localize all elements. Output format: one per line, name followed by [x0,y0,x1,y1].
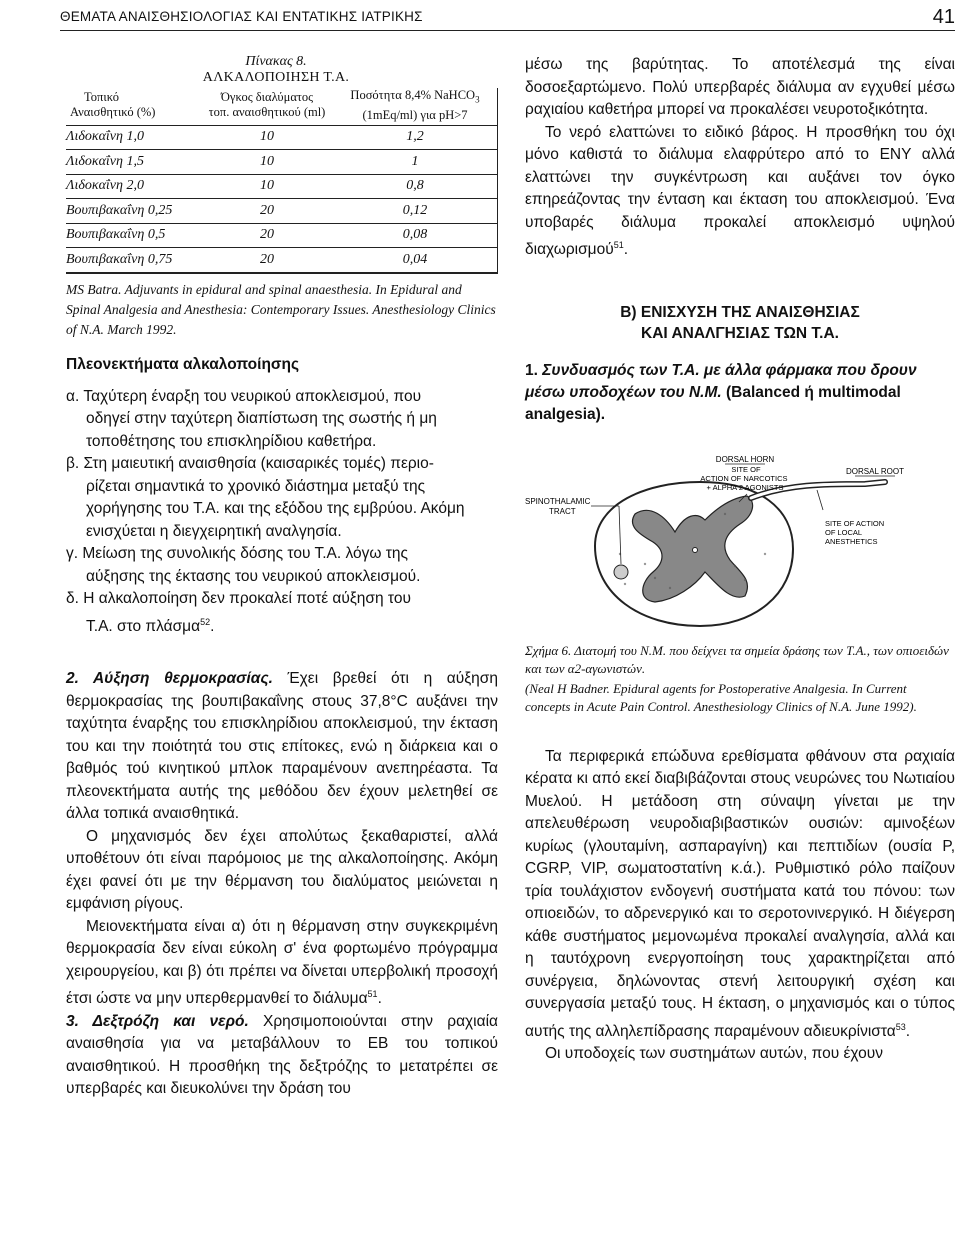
spinal-cord-diagram [525,454,955,634]
section2-paragraph1: 2. Αύξηση θερμοκρασίας. Έχει βρεθεί ότι η αύξηση θερμοκρασίας της βουπιβακαΐνης στους 37,8°C αυξάνει την ταχύτητα έναρξης του επισκληρίδιου αποκλεισμού, την έκταση του και την ποιότητά του στις επίτοκες, ενώ η διάρκεια και ο βαθμός τού κινητικού μπλοκ παραμένουν ανεπηρέαστα. Τα πλεονεκτήματα αυτής της μεθόδου δεν έχουν μελετηθεί σε άλλα τοπικά αναισθητικά. [66,670,498,823]
table-row [66,248,498,273]
cell-volume: 10 [202,125,332,150]
table-row [66,223,498,248]
cell-drug: Βουπιβακαΐνη 0,5 [66,223,202,248]
figure-reference: (Neal H Badner. Epidural agents for Postoperative Analgesia. In Current concepts in Acute Pain Control. Anesthesiology Clinics of N.A. June 1992). [525,680,917,714]
cell-volume: 10 [202,150,332,175]
cell-amount: 0,12 [332,199,498,224]
advantage-item: δ. Η αλκαλοποίηση δεν προκαλεί ποτέ αύξηση του Τ.Α. στο πλάσμα$^{52}$. [66,590,411,635]
section3-paragraph: 3. Δεξτρόζη και νερό. Χρησιμοποιούνται στην ραχιαία αναισθησία για να μεταβάλλουν το ΕΒ του τοπικού αναισθητικού. Η προσθήκη της δεξτρόζης το μετατρέπει σε υπερβαρές και διευκολύνει την δράση του [66,1012,498,1098]
gravity-paragraph: μέσω της βαρύτητας. Το αποτέλεσμά της είναι δοσοεξαρτώμενο. Πολύ υπερβαρές διάλυμα αν εγχυθεί μέσω ραχιαίου καθετήρα μπορεί να προκαλέσει νευροτοξικότητα. [525,56,955,118]
right-column [525,54,955,1066]
item-letter: β. [66,455,80,472]
item-letter: γ. [66,545,79,562]
cell-drug: Λιδοκαΐνη 1,5 [66,150,202,175]
advantage-item: γ. Μείωση της συνολικής δόσης του Τ.Α. λόγω της αύξησης της έκτασης του νευρικού αποκλεισμού. [66,545,421,585]
water-paragraph: Το νερό ελαττώνει το ειδικό βάρος. Η προσθήκη του όχι μόνο καθιστά το διάλυμα ελαφρύτερο από το ΕΝΥ αλλά ελαττώνει την συγκέντρωση και αυξάνει τον όγκο επηρεάζοντας την ένταση και έκταση του αποκλεισμού. Ένα υποβαρές διάλυμα προκαλεί αποκλεισμό υψηλού διαχωρισμού$^{51}$. [525,123,955,259]
cell-amount: 0,8 [332,174,498,199]
spinothalamic-marker [614,565,628,579]
col-header-volume: Όγκος διαλύματος τοπ. αναισθητικού (ml) [202,88,332,125]
receptors-paragraph: Οι υποδοχείς των συστημάτων αυτών, που έχουν [545,1045,884,1063]
section2-paragraph3: Μειονεκτήματα είναι α) ότι η θέρμανση στην συγκεκριμένη θερμοκρασία δεν είναι εύκολη σ' ένα φορτωμένο πρόγραμμα χειρουργείου, και β) ότι πρέπει να δίνεται υπερβολική προσοχή έτσι ώστε να μην υπερθερμανθεί το διάλυμα$^{51}$. [66,917,498,1008]
advantage-item: β. Στη μαιευτική αναισθησία (καισαρικές τομές) περιο- ρίζεται σημαντικά το χρονικό διάστημα μεταξύ της χορήγησης του Τ.Α. και της εξόδου της εμβρύου. Ακόμη ενισχύεται η διεγχειρητική αναλγησία. [66,455,465,540]
item-letter: α. [66,387,80,405]
label-site-narcotics: SITE OF ACTION OF NARCOTICS + ALPHA 2 AGONISTS [700,464,788,492]
col-header-anesthetic: Τοπικό Αναισθητικό (%) [66,88,202,125]
label-site-local: SITE OF ACTION OF LOCAL ANESTHETICS [825,518,885,546]
spinal-cord-figure [525,454,955,634]
cell-drug: Λιδοκαΐνη 1,0 [66,125,202,150]
cell-volume: 20 [202,199,332,224]
cell-amount: 0,04 [332,248,498,273]
table-body [66,125,498,272]
cell-volume: 20 [202,248,332,273]
section2-heading: 2. Αύξηση θερμοκρασίας. [66,670,273,688]
table-row [66,150,498,175]
section-b-heading: Β) ΕΝΙΣΧΥΣΗ ΤΗΣ ΑΝΑΙΣΘΗΣΙΑΣ ΚΑΙ ΑΝΑΛΓΗΣΙΑΣ ΤΩΝ Τ.Α. [620,303,860,342]
alkalinization-table [66,88,498,273]
page-number: 41 [932,6,955,28]
table-number: Πίνακας 8. [245,54,307,69]
section3-heading: 3. Δεξτρόζη και νερό. [66,1012,249,1030]
cell-amount: 1,2 [332,125,498,150]
label-dorsal-horn: DORSAL HORN [715,454,775,464]
figure-caption: Σχήμα 6. Διατομή του Ν.Μ. που δείχνει τα σημεία δράσης των Τ.Α., των οπιοειδών και των α2-αγωνιστών. [525,642,949,676]
cell-drug: Βουπιβακαΐνη 0,25 [66,199,202,224]
table-reference: MS Batra. Adjuvants in epidural and spinal anaesthesia. In Epidural and Spinal Analgesia and Anesthesia: Contemporary Issues. Anesthesiology Clinics of N.A. March 1992. [66,281,496,337]
advantage-item: α. Ταχύτερη έναρξη του νευρικού αποκλεισμού, που οδηγεί στην ταχύτερη διαπίστωση της σωστής ή μη τοποθέτησης του επισκληρίδιου καθετήρα. [66,387,437,450]
cell-drug: Βουπιβακαΐνη 0,75 [66,248,202,273]
table-caption [136,54,416,86]
peripheral-paragraph: Τα περιφερικά επώδυνα ερεθίσματα φθάνουν στα ραχιαία κέρατα κι από εκεί διαβιβάζονται στους νευρώνες του Νωτιαίου Μυελού. Η μετάδοση στη σύναψη γίνεται με την απελευθέρωση νευροδιαβιβαστικών ουσιών: αμινοξέων κυρίως (γλουταμίνη, ασπαραγίνη) και πεπτιδίων (ουσία P, CGRP, VIP, σωματοστατίνη κ.ά.). Ρυθμιστικό ρόλο παίζουν τρία τουλάχιστον ενδογενή συστήματα κατά του πόνου: των οπιοειδών, το αδρενεργικό και το σεροτονινεργικό. Η διέγερση κάθε συστήματος μεμονωμένα προκαλεί αναλγησία, αλλά και η ταυτόχρονη ενεργοποίηση τους χαρακτηρίζεται από συνέργεια, δηλώνοντας στενή λειτουργική σχέση και συνεργασία μεταξύ τους. Η έκταση, ο μηχανισμός και ο τύπος αυτής της αλληλεπίδρασης παραμένουν αδιευκρίνιστα$^{53}$. [525,747,955,1040]
cell-amount: 0,08 [332,223,498,248]
table-frame [66,88,498,274]
cell-volume: 20 [202,223,332,248]
running-header [60,8,955,31]
item-letter: δ. [66,590,79,607]
journal-title: ΘΕΜΑΤΑ ΑΝΑΙΣΘΗΣΙΟΛΟΓΙΑΣ ΚΑΙ ΕΝΤΑΤΙΚΗΣ ΙΑΤΡΙΚΗΣ [60,9,423,24]
central-canal [693,547,698,552]
table-title: ΑΛΚΑΛΟΠΟΙΗΣΗ Τ.Α. [202,70,350,85]
subsection-1-heading: 1. Συνδυασμός των Τ.Α. με άλλα φάρμακα που δρουν μέσω υποδοχέων του Ν.Μ. (Balanced ή multimodal analgesia). [525,361,917,423]
cell-volume: 10 [202,174,332,199]
col-header-bicarbonate: Ποσότητα 8,4% NaHCO$_3$ (1mEq/ml) για pH>7 [332,88,498,125]
cell-amount: 1 [332,150,498,175]
table-row [66,174,498,199]
left-column [66,54,498,1101]
cell-drug: Λιδοκαΐνη 2,0 [66,174,202,199]
advantages-heading: Πλεονεκτήματα αλκαλοποίησης [66,355,300,373]
table-row [66,125,498,150]
label-dorsal-root: DORSAL ROOT [846,466,904,476]
advantages-list [66,386,498,639]
table-row [66,199,498,224]
section2-paragraph2: Ο μηχανισμός δεν έχει απολύτως ξεκαθαριστεί, αλλά υποθέτουν ότι είναι παρόμοιος με της αλκαλοποίησης. Ακόμη έχει φανεί ότι με την θέρμανση του διαλύματος μειώνεται η εμφάνιση ρίγους. [66,827,498,913]
label-spinothalamic: SPINOTHALAMIC TRACT [525,496,591,516]
